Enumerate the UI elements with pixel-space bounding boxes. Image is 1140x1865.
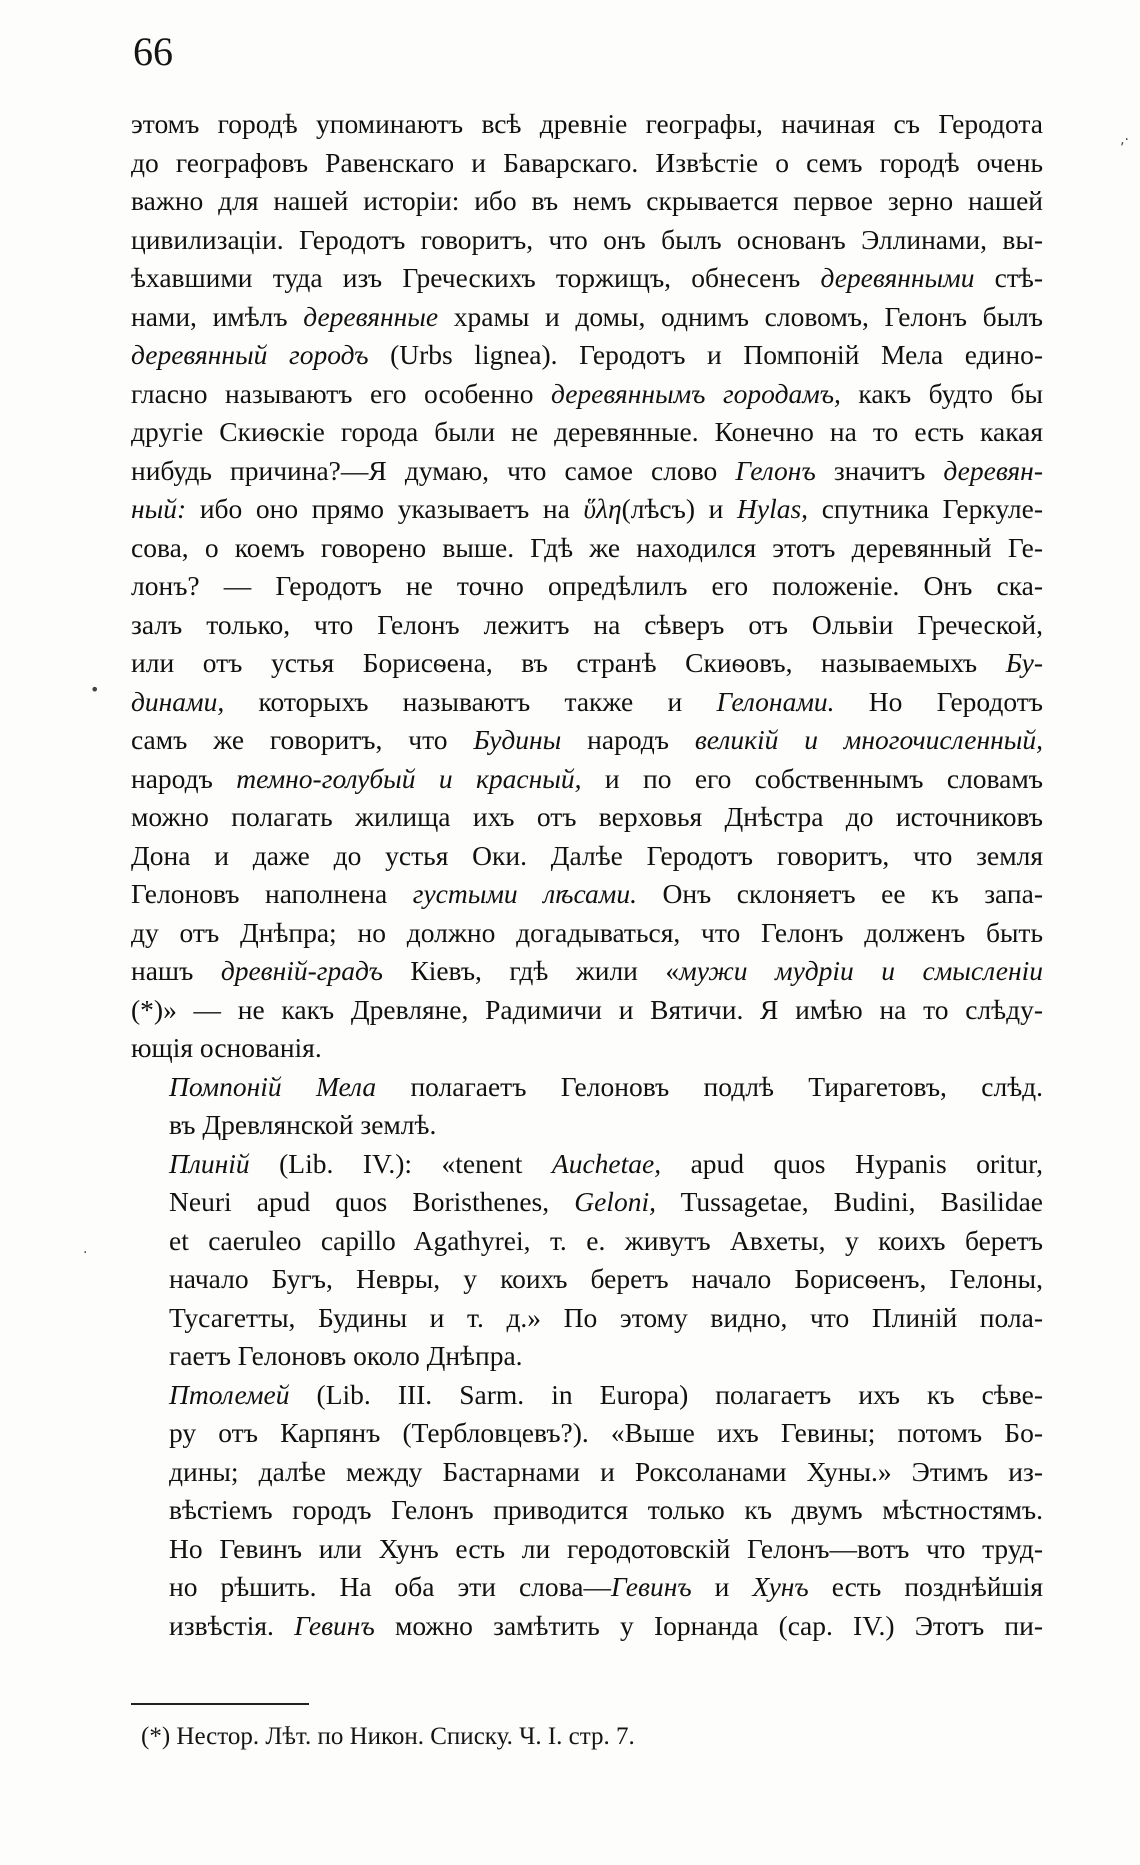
italic-text: Бу- — [1005, 647, 1043, 678]
text-run: въ Древлянской землѣ. — [169, 1109, 437, 1140]
text-run: есть позднѣйшія — [808, 1571, 1043, 1602]
text-run: Гелоновъ наполнена — [131, 878, 413, 909]
text-run: значитъ — [815, 454, 944, 486]
text-line — [131, 991, 1043, 1030]
text-run: ду отъ Днѣпра; но должно догадываться, что Гелонъ долженъ быть — [131, 916, 1043, 948]
italic-text: темно-голубый и красный, — [236, 762, 582, 794]
text-run: самъ же говоритъ, что — [131, 724, 474, 755]
text-line — [131, 952, 1043, 991]
body-text — [131, 105, 1043, 1645]
text-run: нашъ — [131, 955, 221, 986]
text-run: народъ — [131, 762, 237, 794]
text-run: apud quos Hypanis oritur, — [661, 1147, 1044, 1179]
text-run: извѣстія. — [169, 1609, 295, 1641]
italic-text: ный: — [131, 493, 187, 524]
text-line — [131, 567, 1043, 606]
italic-text: деревянный городъ — [131, 339, 369, 370]
text-line — [131, 644, 1043, 683]
text-run: Tussagetae, Budini, Basilidae — [655, 1186, 1043, 1217]
text-line — [131, 375, 1043, 414]
text-line — [131, 452, 1043, 491]
text-run: храмы и домы, однимъ словомъ, Гелонъ былъ — [438, 300, 1043, 332]
text-run: Но Гевинъ или Хунъ есть ли геродотовскій Гелонъ—вотъ что труд- — [169, 1532, 1043, 1564]
text-run: (Lib. III. Sarm. in Europa) полагаетъ ихъ къ сѣве- — [289, 1378, 1043, 1410]
margin-mark: • — [90, 680, 100, 699]
text-line — [131, 1260, 1043, 1299]
text-run: и — [691, 1571, 753, 1602]
footnote: (*) Нестор. Лѣт. по Никон. Списку. Ч. I. стр. 7. — [141, 1723, 635, 1750]
text-run: ющія основанія. — [131, 1032, 322, 1063]
italic-text: деревянные — [303, 300, 439, 332]
text-line — [131, 1299, 1043, 1338]
text-line — [131, 259, 1043, 298]
text-run: Кіевъ, гдѣ жили « — [382, 955, 680, 986]
text-run: и по его собственнымъ словамъ — [581, 762, 1043, 794]
text-run: этомъ городѣ упоминаютъ всѣ древніе географы, начиная съ Геродота — [131, 108, 1043, 139]
italic-text: Гелонами. — [716, 685, 835, 717]
text-run: et caeruleo capillo Agathyrei, т. е. живутъ Авхеты, у коихъ беретъ — [169, 1224, 1043, 1256]
paragraph-mela — [131, 1068, 1043, 1145]
text-line — [131, 298, 1043, 337]
text-run: полагаетъ Гелоновъ подлѣ Тирагетовъ, слѣд. — [376, 1070, 1043, 1102]
text-run: (*)» — не какъ Древляне, Радимичи и Вятичи. Я имѣю на то слѣду- — [131, 993, 1043, 1025]
text-line — [131, 1376, 1043, 1415]
text-run: сова, о коемъ говорено выше. Гдѣ же находился этотъ деревянный Ге- — [131, 531, 1043, 563]
text-line — [131, 1491, 1043, 1530]
text-line — [131, 1337, 1043, 1376]
italic-text: динами, — [131, 685, 225, 717]
text-run: Но Геродотъ — [834, 685, 1043, 717]
text-run: какъ будто бы — [840, 377, 1043, 409]
text-line — [131, 1145, 1043, 1184]
text-run: дины; далѣе между Бастарнами и Роксоланами Хуны.» Этимъ из- — [169, 1455, 1043, 1487]
text-run: Neuri apud quos Boristhenes, — [169, 1186, 575, 1217]
text-line — [131, 1029, 1043, 1068]
italic-text: деревянными — [820, 262, 975, 293]
italic-text: Плиній — [169, 1147, 250, 1179]
text-run: другіе Скиѳскіе города были не деревянные. Конечно на то есть какая — [131, 416, 1043, 447]
text-run: или отъ устья Борисѳена, въ странѣ Скиѳовъ, называемыхъ — [131, 647, 1006, 678]
italic-text: ὕλη — [583, 493, 622, 524]
text-line — [131, 837, 1043, 876]
paragraph-ptolemy — [131, 1376, 1043, 1646]
italic-text: Hylas, — [737, 493, 809, 524]
text-run: спутника Геркуле- — [808, 493, 1043, 524]
italic-text: Geloni, — [574, 1186, 656, 1217]
paragraph-1 — [131, 105, 1043, 1068]
text-line — [131, 1568, 1043, 1607]
text-line — [131, 144, 1043, 183]
italic-text: Будины — [473, 724, 562, 755]
text-run: Тусагетты, Будины и т. д.» По этому видно, что Плиній пола- — [169, 1301, 1043, 1333]
text-run: можно полагать жилища ихъ отъ верховья Днѣстра до источниковъ — [131, 801, 1043, 832]
text-run: важно для нашей исторіи: ибо въ немъ скрывается первое зерно нашей — [131, 185, 1043, 216]
text-run: ру отъ Карпянъ (Тербловцевъ?). «Выше ихъ Гевины; потомъ Бо- — [169, 1417, 1043, 1448]
text-run: стѣ- — [974, 262, 1043, 293]
text-run: Дона и даже до устья Оки. Далѣе Геродотъ говоритъ, что земля — [131, 839, 1043, 871]
text-line — [131, 529, 1043, 568]
text-line — [131, 1106, 1043, 1145]
text-line — [131, 105, 1043, 144]
text-line — [131, 721, 1043, 760]
italic-text: Помпоній Мела — [169, 1070, 377, 1102]
text-run: (Lib. IV.): «tenent — [249, 1147, 552, 1179]
margin-mark: · — [83, 1245, 88, 1261]
italic-text: Auchetae, — [551, 1147, 662, 1179]
text-line — [131, 1414, 1043, 1453]
text-line — [131, 1183, 1043, 1222]
text-run: которыхъ называютъ также и — [224, 685, 717, 717]
text-line — [131, 798, 1043, 837]
text-run: залъ только, что Гелонъ лежитъ на сѣверъ отъ Ольвіи Греческой, — [131, 608, 1043, 640]
text-run: нибудь причина?—Я думаю, что самое слово — [131, 454, 736, 486]
text-run: нами, имѣлъ — [131, 300, 304, 332]
text-run: гласно называютъ его особенно — [131, 377, 551, 409]
text-line — [131, 875, 1043, 914]
text-run: вѣстіемъ городъ Гелонъ приводится только къ двумъ мѣстностямъ. — [169, 1494, 1043, 1525]
text-run: до географовъ Равенскаго и Баварскаго. Извѣстіе о семъ городѣ очень — [131, 146, 1043, 178]
margin-mark: ‚· — [1120, 132, 1129, 148]
italic-text: Гевинъ — [610, 1571, 692, 1602]
text-line — [131, 182, 1043, 221]
italic-text: древній-градъ — [220, 955, 383, 986]
italic-text: Гевинъ — [294, 1609, 375, 1641]
text-line — [131, 1607, 1043, 1646]
text-run: (лѣсъ) и — [621, 493, 738, 524]
text-line — [131, 1222, 1043, 1261]
text-line — [131, 760, 1043, 799]
italic-text: Гелонъ — [735, 454, 816, 486]
text-line — [131, 1068, 1043, 1107]
text-line — [131, 1530, 1043, 1569]
text-run: народъ — [561, 724, 695, 755]
text-line — [131, 683, 1043, 722]
text-run: но рѣшить. На оба эти слова— — [169, 1571, 611, 1602]
text-run: ибо оно прямо указываетъ на — [186, 493, 584, 524]
italic-text: деревян- — [943, 454, 1043, 486]
text-line — [131, 336, 1043, 375]
text-line — [131, 606, 1043, 645]
text-run: (Urbs lignea). Геродотъ и Помпоній Мела едино- — [368, 339, 1043, 370]
text-line — [131, 490, 1043, 529]
text-line — [131, 1453, 1043, 1492]
text-run: лонъ? — Геродотъ не точно опредѣлилъ его положеніе. Онъ ска- — [131, 570, 1043, 601]
italic-text: деревяннымъ городамъ, — [550, 377, 841, 409]
italic-text: Птолемей — [169, 1378, 290, 1410]
italic-text: Хунъ — [752, 1571, 809, 1602]
text-line — [131, 413, 1043, 452]
page-number: 66 — [133, 29, 173, 74]
italic-text: мужи мудріи и смысленіи — [679, 955, 1043, 986]
text-run: цивилизаціи. Геродотъ говоритъ, что онъ былъ основанъ Эллинами, вы- — [131, 223, 1043, 255]
text-run: можно замѣтить у Іорнанда (cap. IV.) Этотъ пи- — [374, 1609, 1043, 1641]
text-run: ѣхавшими туда изъ Греческихъ торжищъ, обнесенъ — [131, 262, 821, 293]
text-line — [131, 221, 1043, 260]
text-run: начало Бугъ, Невры, у коихъ беретъ начало Борисѳенъ, Гелоны, — [169, 1263, 1043, 1294]
italic-text: густыми лѣсами. — [412, 878, 637, 909]
text-run: гаетъ Гелоновъ около Днѣпра. — [169, 1340, 523, 1371]
italic-text: великій и многочисленный, — [694, 724, 1043, 755]
text-run: Онъ склоняетъ ее къ запа- — [636, 878, 1043, 909]
footnote-rule — [131, 1703, 309, 1705]
paragraph-pliny — [131, 1145, 1043, 1376]
text-line — [131, 914, 1043, 953]
